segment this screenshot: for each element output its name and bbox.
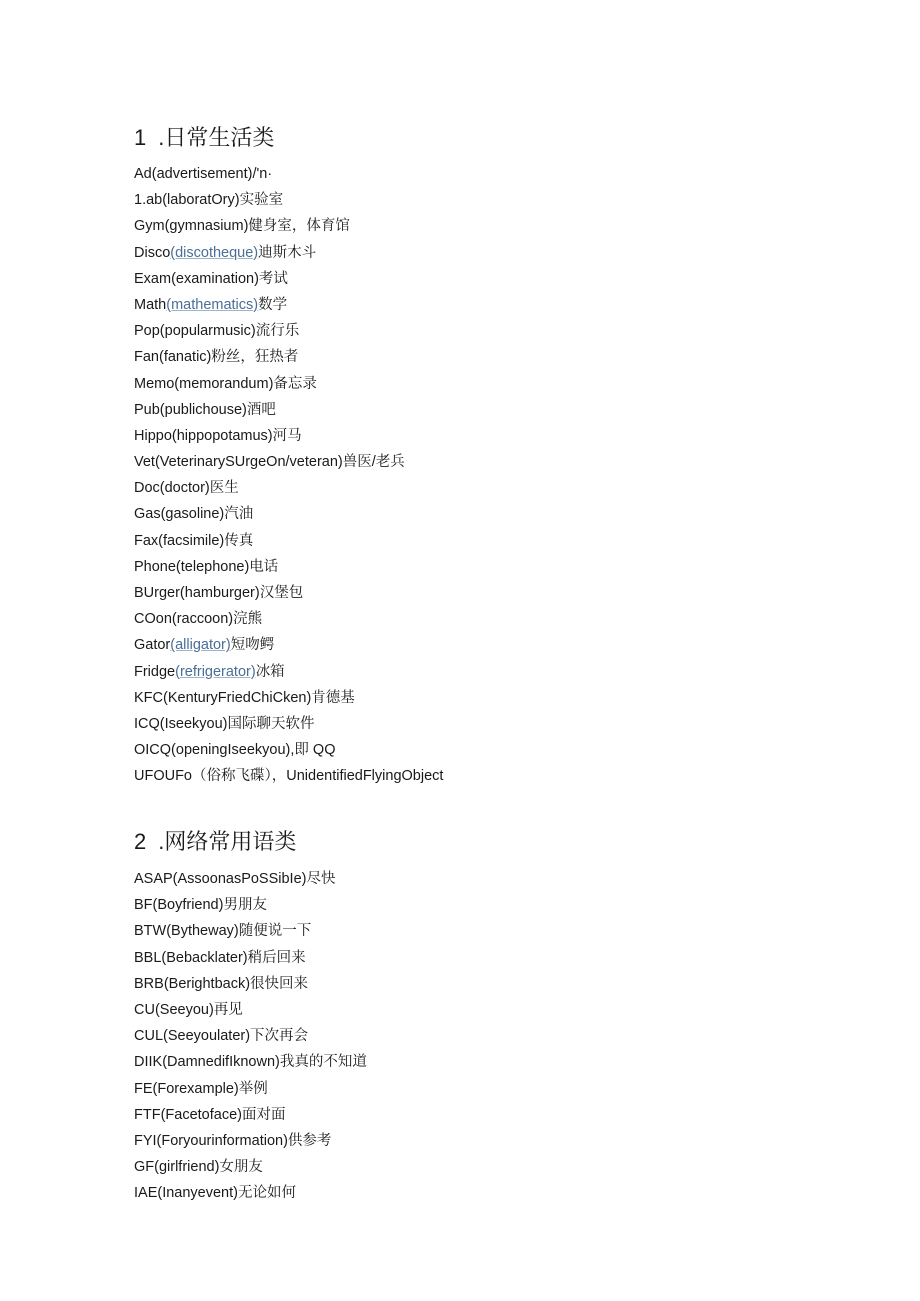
- list-item: [134, 531, 443, 557]
- item-text: FE(Forexample)举例: [134, 1080, 268, 1097]
- list-item: [134, 243, 443, 269]
- item-text: Pub(publichouse)酒吧: [134, 401, 276, 418]
- list-item: [134, 400, 443, 426]
- list-item: [134, 557, 443, 583]
- item-text: Gator: [134, 637, 171, 654]
- list-item: [134, 164, 443, 190]
- section-1-heading: [134, 124, 274, 152]
- list-item: [134, 895, 367, 921]
- item-hyperlink[interactable]: (alligator): [170, 637, 231, 654]
- list-item: [134, 1079, 367, 1105]
- item-hyperlink[interactable]: (mathematics): [166, 296, 259, 313]
- list-item: [134, 347, 443, 373]
- item-text: BUrger(hamburger)汉堡包: [134, 585, 304, 601]
- item-text: Phone(telephone)电话: [134, 558, 279, 575]
- item-translation: 数学: [258, 296, 288, 313]
- list-item: [134, 635, 443, 661]
- list-item: [134, 766, 443, 792]
- list-item: [134, 452, 443, 478]
- list-item: [134, 714, 443, 740]
- list-item: [134, 426, 443, 452]
- item-text: OICQ(openingIseekyou),即 QQ: [134, 742, 336, 759]
- list-item: [134, 662, 443, 688]
- item-text: Memo(memorandum)备忘录: [134, 375, 317, 392]
- item-text: Ad(advertisement)/'n·: [134, 166, 273, 182]
- item-text: Pop(popularmusic)流行乐: [134, 323, 300, 340]
- item-text: Fridge: [134, 663, 176, 680]
- item-text: KFC(KenturyFriedChiCken)肯德基: [134, 689, 355, 706]
- list-item: [134, 583, 443, 609]
- list-item: [134, 688, 443, 714]
- list-item: [134, 374, 443, 400]
- item-text: Hippo(hippopotamus)河马: [134, 427, 302, 444]
- item-text: Exam(examination)考试: [134, 270, 288, 287]
- item-text: BTW(Bytheway)随便说一下: [134, 923, 312, 940]
- section-1-number: 1: [134, 125, 147, 150]
- item-text: Fan(fanatic)粉丝，狂热者: [134, 349, 299, 366]
- list-item: [134, 974, 367, 1000]
- item-text: GF(girlfriend)女朋友: [134, 1159, 263, 1176]
- list-item: [134, 1183, 367, 1209]
- item-hyperlink[interactable]: (discotheque): [170, 244, 259, 261]
- item-text: FTF(Facetoface)面对面: [134, 1106, 286, 1123]
- item-text: Fax(facsimile)传真: [134, 532, 254, 549]
- item-text: DIIK(DamnedifIknown)我真的不知道: [134, 1054, 367, 1071]
- list-item: [134, 295, 443, 321]
- item-hyperlink[interactable]: (refrigerator): [175, 663, 256, 680]
- list-item: [134, 740, 443, 766]
- section-2-number: 2: [134, 829, 147, 854]
- item-text: ICQ(Iseekyou)国际聊天软件: [134, 715, 315, 732]
- item-text: Gym(gymnasium)健身室，体育馆: [134, 218, 350, 235]
- item-translation: 短吻鳄: [230, 637, 275, 654]
- list-item: [134, 948, 367, 974]
- section-2-heading: [134, 828, 296, 856]
- list-item: [134, 1105, 367, 1131]
- item-text: BRB(Berightback)很快回来: [134, 975, 309, 992]
- item-text: ASAP(AssoonasPoSSibIe)尽快: [134, 871, 336, 887]
- list-item: [134, 1131, 367, 1157]
- item-text: UFOUFo（俗称飞碟），UnidentifiedFlyingObject: [134, 768, 444, 785]
- list-item: [134, 504, 443, 530]
- item-text: BF(Boyfriend)男朋友: [134, 897, 267, 914]
- item-text: CU(Seeyou)再见: [134, 1001, 243, 1018]
- section-1-title: .日常生活类: [158, 125, 275, 150]
- list-item: [134, 869, 367, 895]
- list-item: [134, 1157, 367, 1183]
- list-item: [134, 1052, 367, 1078]
- item-translation: 冰箱: [255, 663, 285, 680]
- section-1-list: [134, 164, 443, 793]
- list-item: [134, 921, 367, 947]
- item-text: COon(raccoon)浣熊: [134, 611, 263, 628]
- item-translation: 迪斯木斗: [258, 244, 317, 261]
- list-item: [134, 269, 443, 295]
- list-item: [134, 1000, 367, 1026]
- list-item: [134, 1026, 367, 1052]
- list-item: [134, 216, 443, 242]
- item-text: 1.ab(laboratOry)实验室: [134, 192, 284, 209]
- item-text: Vet(VeterinarySUrgeOn/veteran)兽医/老兵: [134, 454, 405, 471]
- item-text: BBL(Bebacklater)稍后回来: [134, 949, 306, 966]
- list-item: [134, 190, 443, 216]
- list-item: [134, 478, 443, 504]
- list-item: [134, 609, 443, 635]
- section-2-list: [134, 869, 367, 1209]
- item-text: Doc(doctor)医生: [134, 480, 239, 497]
- list-item: [134, 321, 443, 347]
- item-text: Disco: [134, 244, 171, 261]
- section-2-title: .网络常用语类: [158, 829, 297, 854]
- item-text: CUL(Seeyoulater)下次再会: [134, 1028, 309, 1045]
- item-text: IAE(Inanyevent)无论如何: [134, 1185, 296, 1202]
- item-text: FYI(Foryourinformation)供参考: [134, 1132, 332, 1149]
- item-text: Math: [134, 296, 167, 313]
- item-text: Gas(gasoline)汽油: [134, 506, 254, 523]
